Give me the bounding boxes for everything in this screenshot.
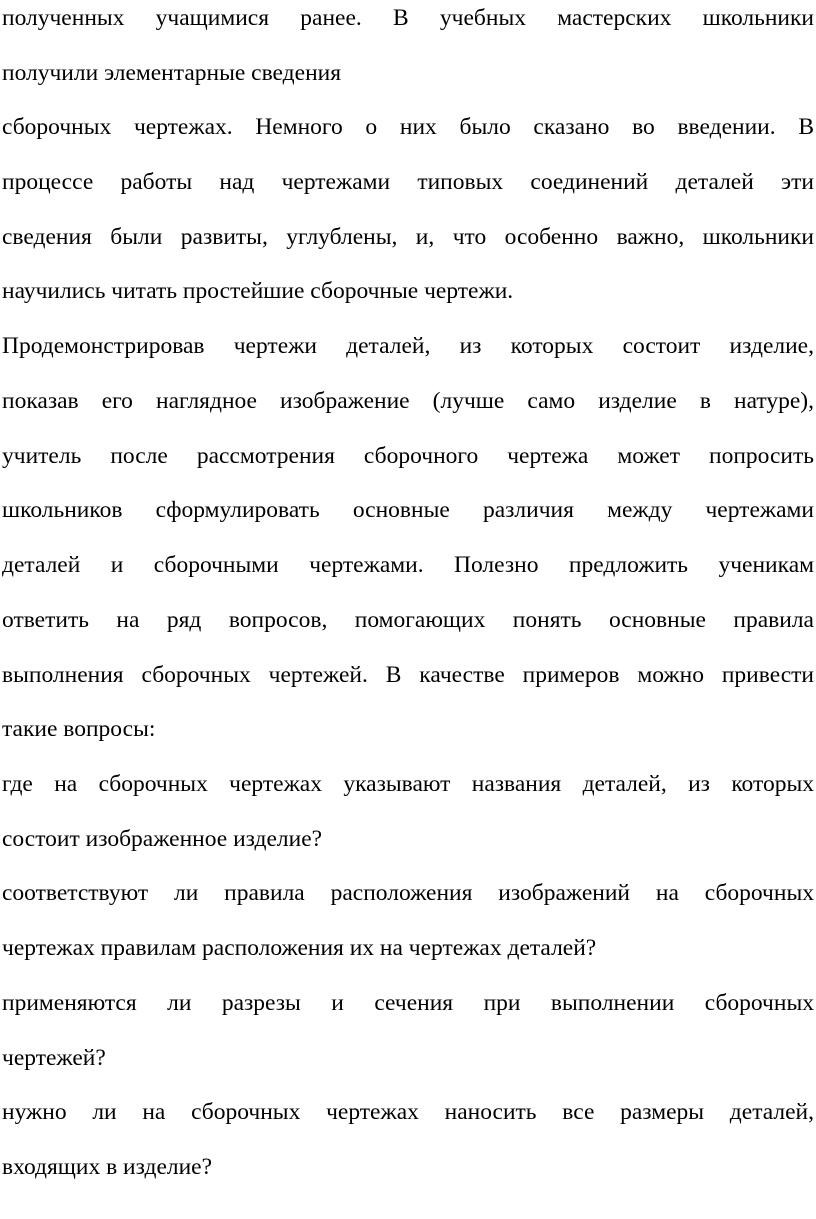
text-line-17: соответствуют ли правила расположения изображений на сборочных xyxy=(2,880,814,906)
text-line-8: показав его наглядное изображение (лучше само изделие в натуре), xyxy=(2,388,814,414)
text-line-18: чертежах правилам расположения их на чертежах деталей? xyxy=(2,935,597,961)
text-line-1: полученных учащимися ранее. В учебных мастерских школьники xyxy=(2,5,814,31)
text-line-9: учитель после рассмотрения сборочного чертежа может попросить xyxy=(2,443,814,469)
text-line-20: чертежей? xyxy=(2,1045,106,1071)
text-line-2: получили элементарные сведения xyxy=(2,60,342,86)
text-line-14: такие вопросы: xyxy=(2,716,156,742)
text-line-6: научились читать простейшие сборочные чертежи. xyxy=(2,278,514,304)
text-line-3: сборочных чертежах. Немного о них было сказано во введении. В xyxy=(2,114,814,140)
text-line-4: процессе работы над чертежами типовых соединений деталей эти xyxy=(2,169,814,195)
text-line-19: применяются ли разрезы и сечения при выполнении сборочных xyxy=(2,990,814,1016)
text-line-10: школьников сформулировать основные различия между чертежами xyxy=(2,497,814,523)
text-line-7: Продемонстрировав чертежи деталей, из которых состоит изделие, xyxy=(2,333,814,359)
text-line-16: состоит изображенное изделие? xyxy=(2,826,323,852)
text-line-12: ответить на ряд вопросов, помогающих понять основные правила xyxy=(2,607,814,633)
text-line-5: сведения были развиты, углублены, и, что особенно важно, школьники xyxy=(2,224,814,250)
text-line-22: входящих в изделие? xyxy=(2,1154,213,1180)
text-line-13: выполнения сборочных чертежей. В качестве примеров можно привести xyxy=(2,662,814,688)
text-line-21: нужно ли на сборочных чертежах наносить все размеры деталей, xyxy=(2,1099,814,1125)
text-line-11: деталей и сборочными чертежами. Полезно предложить ученикам xyxy=(2,552,814,578)
text-line-15: где на сборочных чертежах указывают названия деталей, из которых xyxy=(2,771,814,797)
